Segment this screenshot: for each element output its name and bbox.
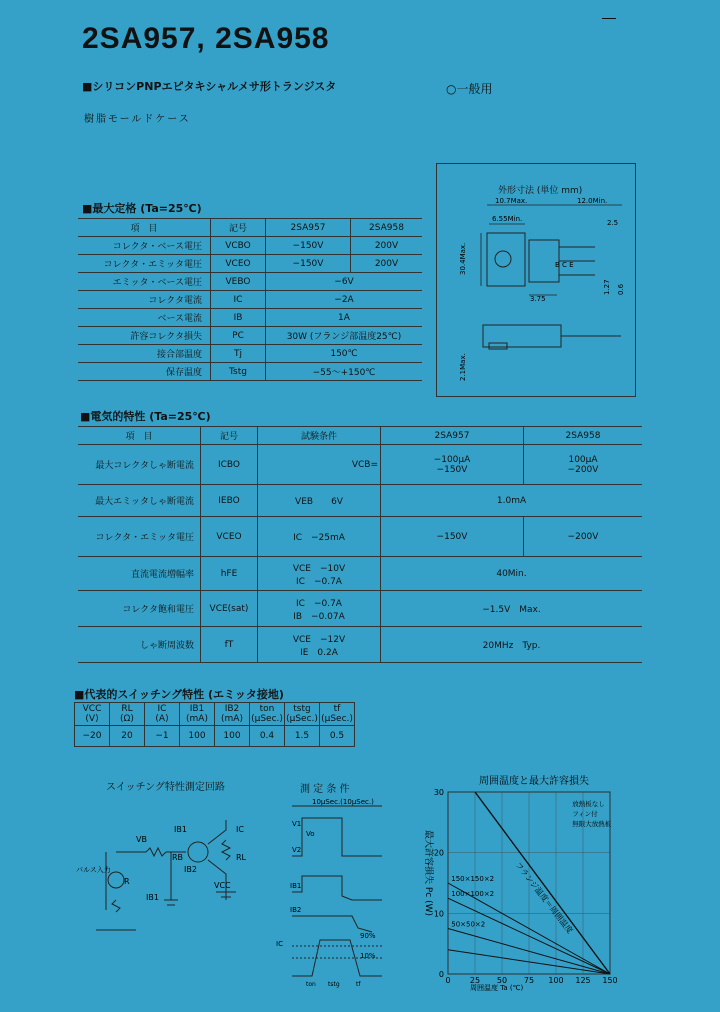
row-item: コレクタ・エミッタ電圧 (78, 517, 201, 557)
curve-label: 150×150×2 (451, 875, 495, 883)
header-unit: (mA) (186, 714, 208, 724)
y-tick-label: 20 (433, 848, 444, 858)
cond-line: IE 0.2A (300, 647, 338, 658)
header-unit: (A) (155, 714, 169, 724)
row-value: 1.0mA (381, 485, 643, 517)
table-header (75, 703, 355, 726)
row-2sa957 (381, 445, 524, 485)
elec-heading: ■電気的特性 (Ta=25℃) (80, 410, 211, 423)
header-symbol: IC (157, 704, 167, 714)
table-row (78, 273, 422, 291)
legend-entry: フィン付 (572, 810, 598, 818)
row-condition: VEB 6V (258, 485, 381, 517)
row-value: −150V (436, 464, 468, 475)
corner-mark (602, 18, 616, 19)
circuit-title: スイッチング特性測定回路 (106, 782, 225, 793)
row-item: 接合部温度 (78, 345, 211, 363)
curve-label: 50×50×2 (451, 920, 486, 929)
table-row (78, 445, 642, 485)
row-value: −2A (266, 291, 423, 309)
table-header (78, 219, 422, 237)
row-value: 20MHz Typ. (381, 627, 643, 663)
header-unit: (V) (85, 714, 99, 724)
row-item: しゃ断周波数 (78, 627, 201, 663)
conditions-waveforms (262, 796, 402, 988)
condition-label: IB1 (290, 882, 302, 890)
y-axis-label: 最大許容損失 Pc (W) (423, 830, 433, 917)
x-tick-label: 50 (496, 976, 508, 985)
circuit-label: RL (236, 853, 247, 862)
row-symbol: IEBO (201, 485, 258, 517)
value-cell: −20 (75, 726, 110, 747)
page-title: 2SA957, 2SA958 (82, 22, 330, 55)
row-item: ベース電流 (78, 309, 211, 327)
circuit-label: IC (236, 825, 244, 834)
row-condition (258, 557, 381, 591)
table-row (78, 363, 422, 381)
table-row (78, 591, 642, 627)
row-value: −1.5V Max. (381, 591, 643, 627)
header-cell: 2SA957 (266, 219, 351, 237)
max-ratings-heading: ■最大定格 (Ta=25℃) (82, 202, 202, 215)
svg-text:B C E: B C E (555, 261, 574, 269)
header-cell: 2SA957 (381, 427, 524, 445)
outline-drawing (437, 195, 633, 393)
dim-label: 0.6 (617, 283, 625, 295)
row-condition: IC −25mA (258, 517, 381, 557)
table-row (78, 485, 642, 517)
circuit-label: R (124, 877, 130, 886)
row-symbol: VCE(sat) (201, 591, 258, 627)
legend-entry: 無限大放熱板 (572, 820, 612, 828)
header-cell (285, 703, 320, 726)
row-2sa958 (524, 445, 643, 485)
circuit-label: IB1 (174, 825, 187, 834)
value-cell: 100 (180, 726, 215, 747)
row-item: コレクタ・エミッタ電圧 (78, 255, 211, 273)
row-2sa957: −150V (266, 255, 351, 273)
value-cell: 20 (110, 726, 145, 747)
row-2sa957: −150V (266, 237, 351, 255)
header-cell (215, 703, 250, 726)
row-item: 最大コレクタしゃ断電流 (78, 445, 201, 485)
circuit-label: IB1 (146, 893, 159, 902)
table-row (78, 255, 422, 273)
circuit-label: VCC (214, 881, 231, 890)
legend-entry: 放熱板なし (572, 800, 605, 808)
condition-label: V1 (292, 820, 302, 828)
row-item: 最大エミッタしゃ断電流 (78, 485, 201, 517)
row-2sa958: −200V (524, 517, 643, 557)
chart-title: 周囲温度と最大許容損失 (479, 776, 589, 787)
row-symbol: fT (201, 627, 258, 663)
header-cell: 試験条件 (258, 427, 381, 445)
header-unit: (Ω) (120, 714, 134, 724)
y-tick-label: 30 (433, 788, 444, 797)
row-condition: VCB= (258, 445, 381, 485)
x-tick-label: 100 (548, 976, 564, 985)
condition-label: Vo (306, 830, 315, 838)
header-cell: 2SA958 (351, 219, 423, 237)
row-value: 100μA (568, 454, 598, 465)
condition-label: tstg (328, 981, 340, 988)
row-symbol: PC (211, 327, 266, 345)
table-row (78, 327, 422, 345)
use-label: ○一般用 (446, 82, 493, 96)
elec-table (78, 426, 642, 663)
condition-label: IC (276, 940, 283, 948)
header-symbol: VCC (82, 704, 102, 714)
header-unit: (μSec.) (251, 714, 283, 724)
table-row (78, 557, 642, 591)
row-item: 直流電流増幅率 (78, 557, 201, 591)
row-value: 1A (266, 309, 423, 327)
curve-label: 100×100×2 (451, 890, 495, 899)
condition-label: IB2 (290, 906, 302, 914)
table-row (78, 627, 642, 663)
cond-line: VCE −10V (292, 563, 346, 574)
outline-label: 外形寸法 (単位 mm) (498, 186, 583, 196)
row-2sa958: 200V (351, 237, 423, 255)
header-cell (75, 703, 110, 726)
switching-heading: ■代表的スイッチング特性 (エミッタ接地) (74, 688, 284, 701)
subtitle: ■シリコンPNPエピタキシャルメサ形トランジスタ (82, 80, 337, 93)
dim-label: 2.1Max. (459, 353, 467, 381)
derating-chart (410, 770, 636, 992)
package-note: 樹脂モールドケース (84, 114, 191, 125)
row-value: −55～+150℃ (266, 363, 423, 381)
header-symbol: tstg (293, 704, 311, 714)
header-unit: (μSec.) (286, 714, 318, 724)
header-symbol: tf (333, 704, 341, 714)
header-unit: (mA) (221, 714, 243, 724)
table-row (78, 291, 422, 309)
row-value: 40Min. (381, 557, 643, 591)
condition-label: V2 (292, 846, 302, 854)
x-tick-label: 150 (602, 976, 618, 985)
row-symbol: VCBO (211, 237, 266, 255)
row-item: コレクタ・ベース電圧 (78, 237, 211, 255)
dim-label: 1.27 (603, 279, 611, 295)
row-symbol: ICBO (201, 445, 258, 485)
max-ratings-table (78, 218, 422, 381)
row-2sa957: −150V (381, 517, 524, 557)
table-row (78, 237, 422, 255)
header-symbol: ton (259, 704, 275, 714)
chart-annotation: フランジ温度＝周囲温度 (513, 860, 575, 936)
table-header (78, 427, 642, 445)
y-tick-label: 10 (433, 909, 444, 919)
row-condition (258, 591, 381, 627)
cond-line: VCE −12V (292, 634, 346, 645)
circuit-label: IB2 (184, 865, 197, 874)
table-row (78, 309, 422, 327)
switching-table (74, 702, 355, 747)
condition-label: 90% (360, 932, 376, 940)
row-symbol: hFE (201, 557, 258, 591)
row-value: −100μA (433, 454, 471, 465)
cond-line: IB −0.07A (293, 611, 345, 622)
header-cell (250, 703, 285, 726)
header-cell: 記号 (201, 427, 258, 445)
dim-label: 3.75 (530, 295, 546, 303)
conditions-title: 測 定 条 件 (300, 784, 350, 795)
x-tick-label: 25 (469, 976, 481, 985)
condition-label: 10μSec.(10μSec.) (312, 798, 374, 806)
dim-label: 30.4Max. (459, 242, 467, 275)
row-value: 150℃ (266, 345, 423, 363)
header-cell (320, 703, 355, 726)
row-symbol: VEBO (211, 273, 266, 291)
header-cell (110, 703, 145, 726)
value-cell: −1 (145, 726, 180, 747)
row-item: エミッタ・ベース電圧 (78, 273, 211, 291)
row-value: 30W (フランジ部温度25℃) (266, 327, 423, 345)
table-row (78, 345, 422, 363)
header-cell: 項 目 (78, 427, 201, 445)
row-item: コレクタ飽和電圧 (78, 591, 201, 627)
header-cell: 2SA958 (524, 427, 643, 445)
row-item: 許容コレクタ損失 (78, 327, 211, 345)
x-tick-label: 0 (445, 976, 451, 985)
row-condition (258, 627, 381, 663)
table-row (75, 726, 355, 747)
header-symbol: RL (121, 704, 133, 714)
header-cell: 項 目 (78, 219, 211, 237)
y-tick-label: 0 (438, 970, 444, 979)
circuit-label: パルス入力 (76, 866, 111, 874)
row-symbol: IB (211, 309, 266, 327)
header-cell (145, 703, 180, 726)
header-cell: 記号 (211, 219, 266, 237)
row-item: コレクタ電流 (78, 291, 211, 309)
row-symbol: VCEO (201, 517, 258, 557)
table-row (78, 517, 642, 557)
dim-label: 10.7Max. (495, 197, 528, 205)
condition-label: ton (306, 981, 316, 988)
header-symbol: IB1 (189, 704, 205, 714)
cond-line: IC −0.7A (296, 598, 342, 609)
value-cell: 1.5 (285, 726, 320, 747)
value-cell: 0.4 (250, 726, 285, 747)
header-cell (180, 703, 215, 726)
row-symbol: Tj (211, 345, 266, 363)
row-value: −200V (567, 464, 599, 475)
x-tick-label: 125 (575, 976, 591, 985)
row-2sa958: 200V (351, 255, 423, 273)
switching-circuit (76, 800, 256, 968)
x-tick-label: 75 (523, 976, 535, 985)
x-axis-label: 周囲温度 Ta (℃) (470, 984, 524, 992)
header-unit: (μSec.) (321, 714, 353, 724)
condition-label: tf (356, 981, 361, 988)
header-symbol: IB2 (224, 704, 240, 714)
row-value: −6V (266, 273, 423, 291)
row-symbol: Tstg (211, 363, 266, 381)
row-item: 保存温度 (78, 363, 211, 381)
cond-line: IC −0.7A (296, 576, 342, 587)
circuit-label: VB (136, 835, 147, 844)
value-cell: 100 (215, 726, 250, 747)
dim-label: 6.55Min. (492, 215, 523, 223)
dim-label: 12.0Min. (577, 197, 608, 205)
row-symbol: IC (211, 291, 266, 309)
row-symbol: VCEO (211, 255, 266, 273)
value-cell: 0.5 (320, 726, 355, 747)
dim-label: 2.5 (607, 219, 619, 227)
condition-label: 10% (360, 952, 376, 960)
circuit-label: RB (172, 853, 184, 862)
